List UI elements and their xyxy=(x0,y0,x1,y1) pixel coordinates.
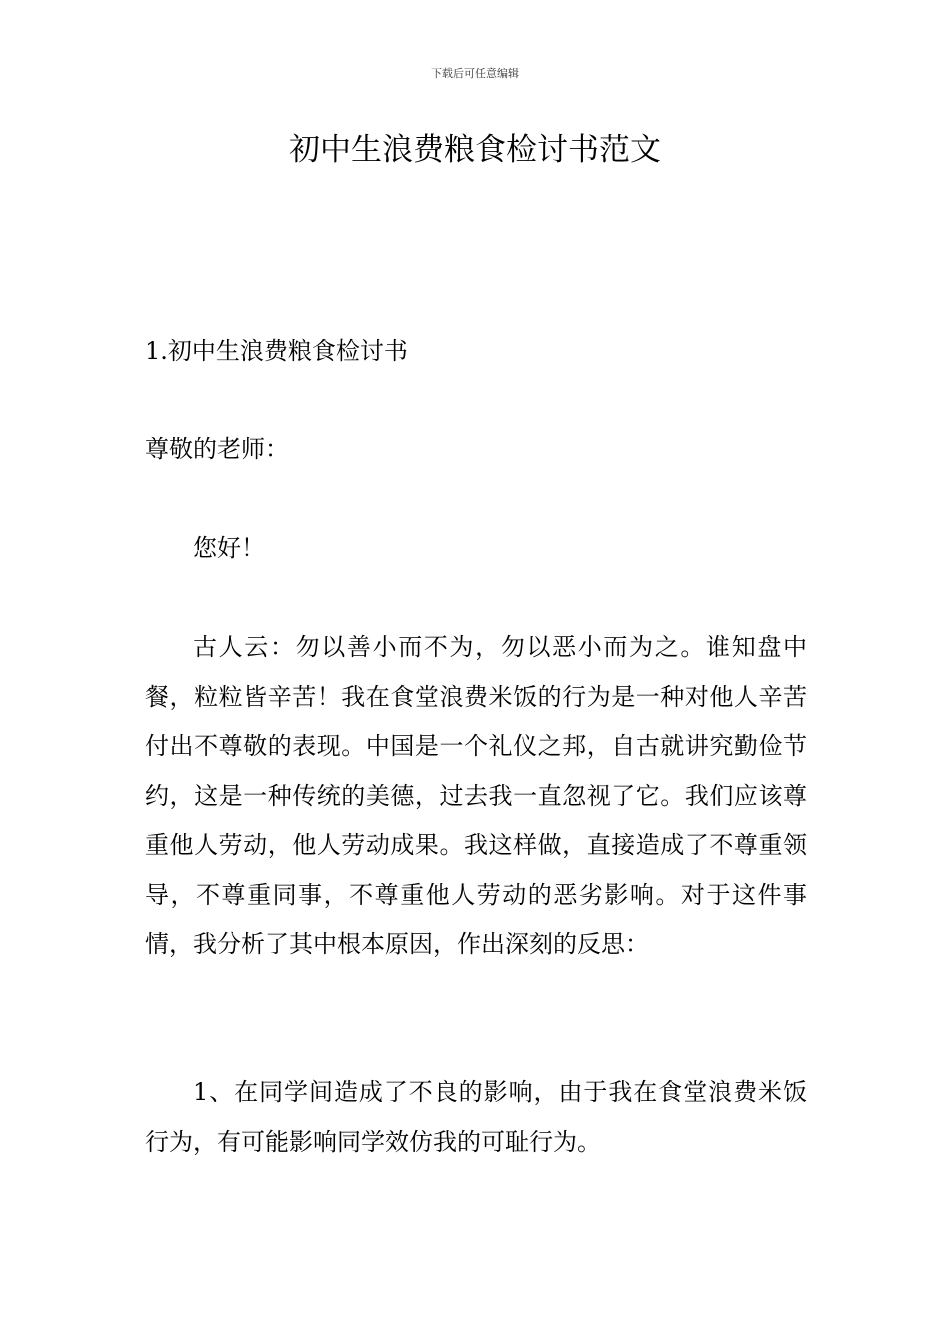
greeting: 您好！ xyxy=(193,534,265,562)
salutation: 尊敬的老师： xyxy=(145,435,289,463)
header-note: 下载后可任意编辑 xyxy=(431,67,519,80)
paragraph-reflection: 古人云：勿以善小而不为，勿以恶小而为之。谁知盘中餐，粒粒皆辛苦！我在食堂浪费米饭的行为是一种对他人辛苦付出不尊敬的表现。中国是一个礼仪之邦，自古就讲究勤俭节约，这是一种传统的美德，过去我一直忽视了它。我们应该尊重他人劳动，他人劳动成果。我这样做，直接造成了不尊重领导，不尊重同事，不尊重他人劳动的恶劣影响。对于这件事情，我分析了其中根本原因，作出深刻的反思： xyxy=(145,633,807,958)
document-title: 初中生浪费粮食检讨书范文 xyxy=(289,132,661,168)
section-heading: 1.初中生浪费粮食检讨书 xyxy=(145,337,408,365)
paragraph-point-1: 1、在同学间造成了不良的影响，由于我在食堂浪费米饭行为，有可能影响同学效仿我的可耻行为。 xyxy=(145,1078,807,1156)
